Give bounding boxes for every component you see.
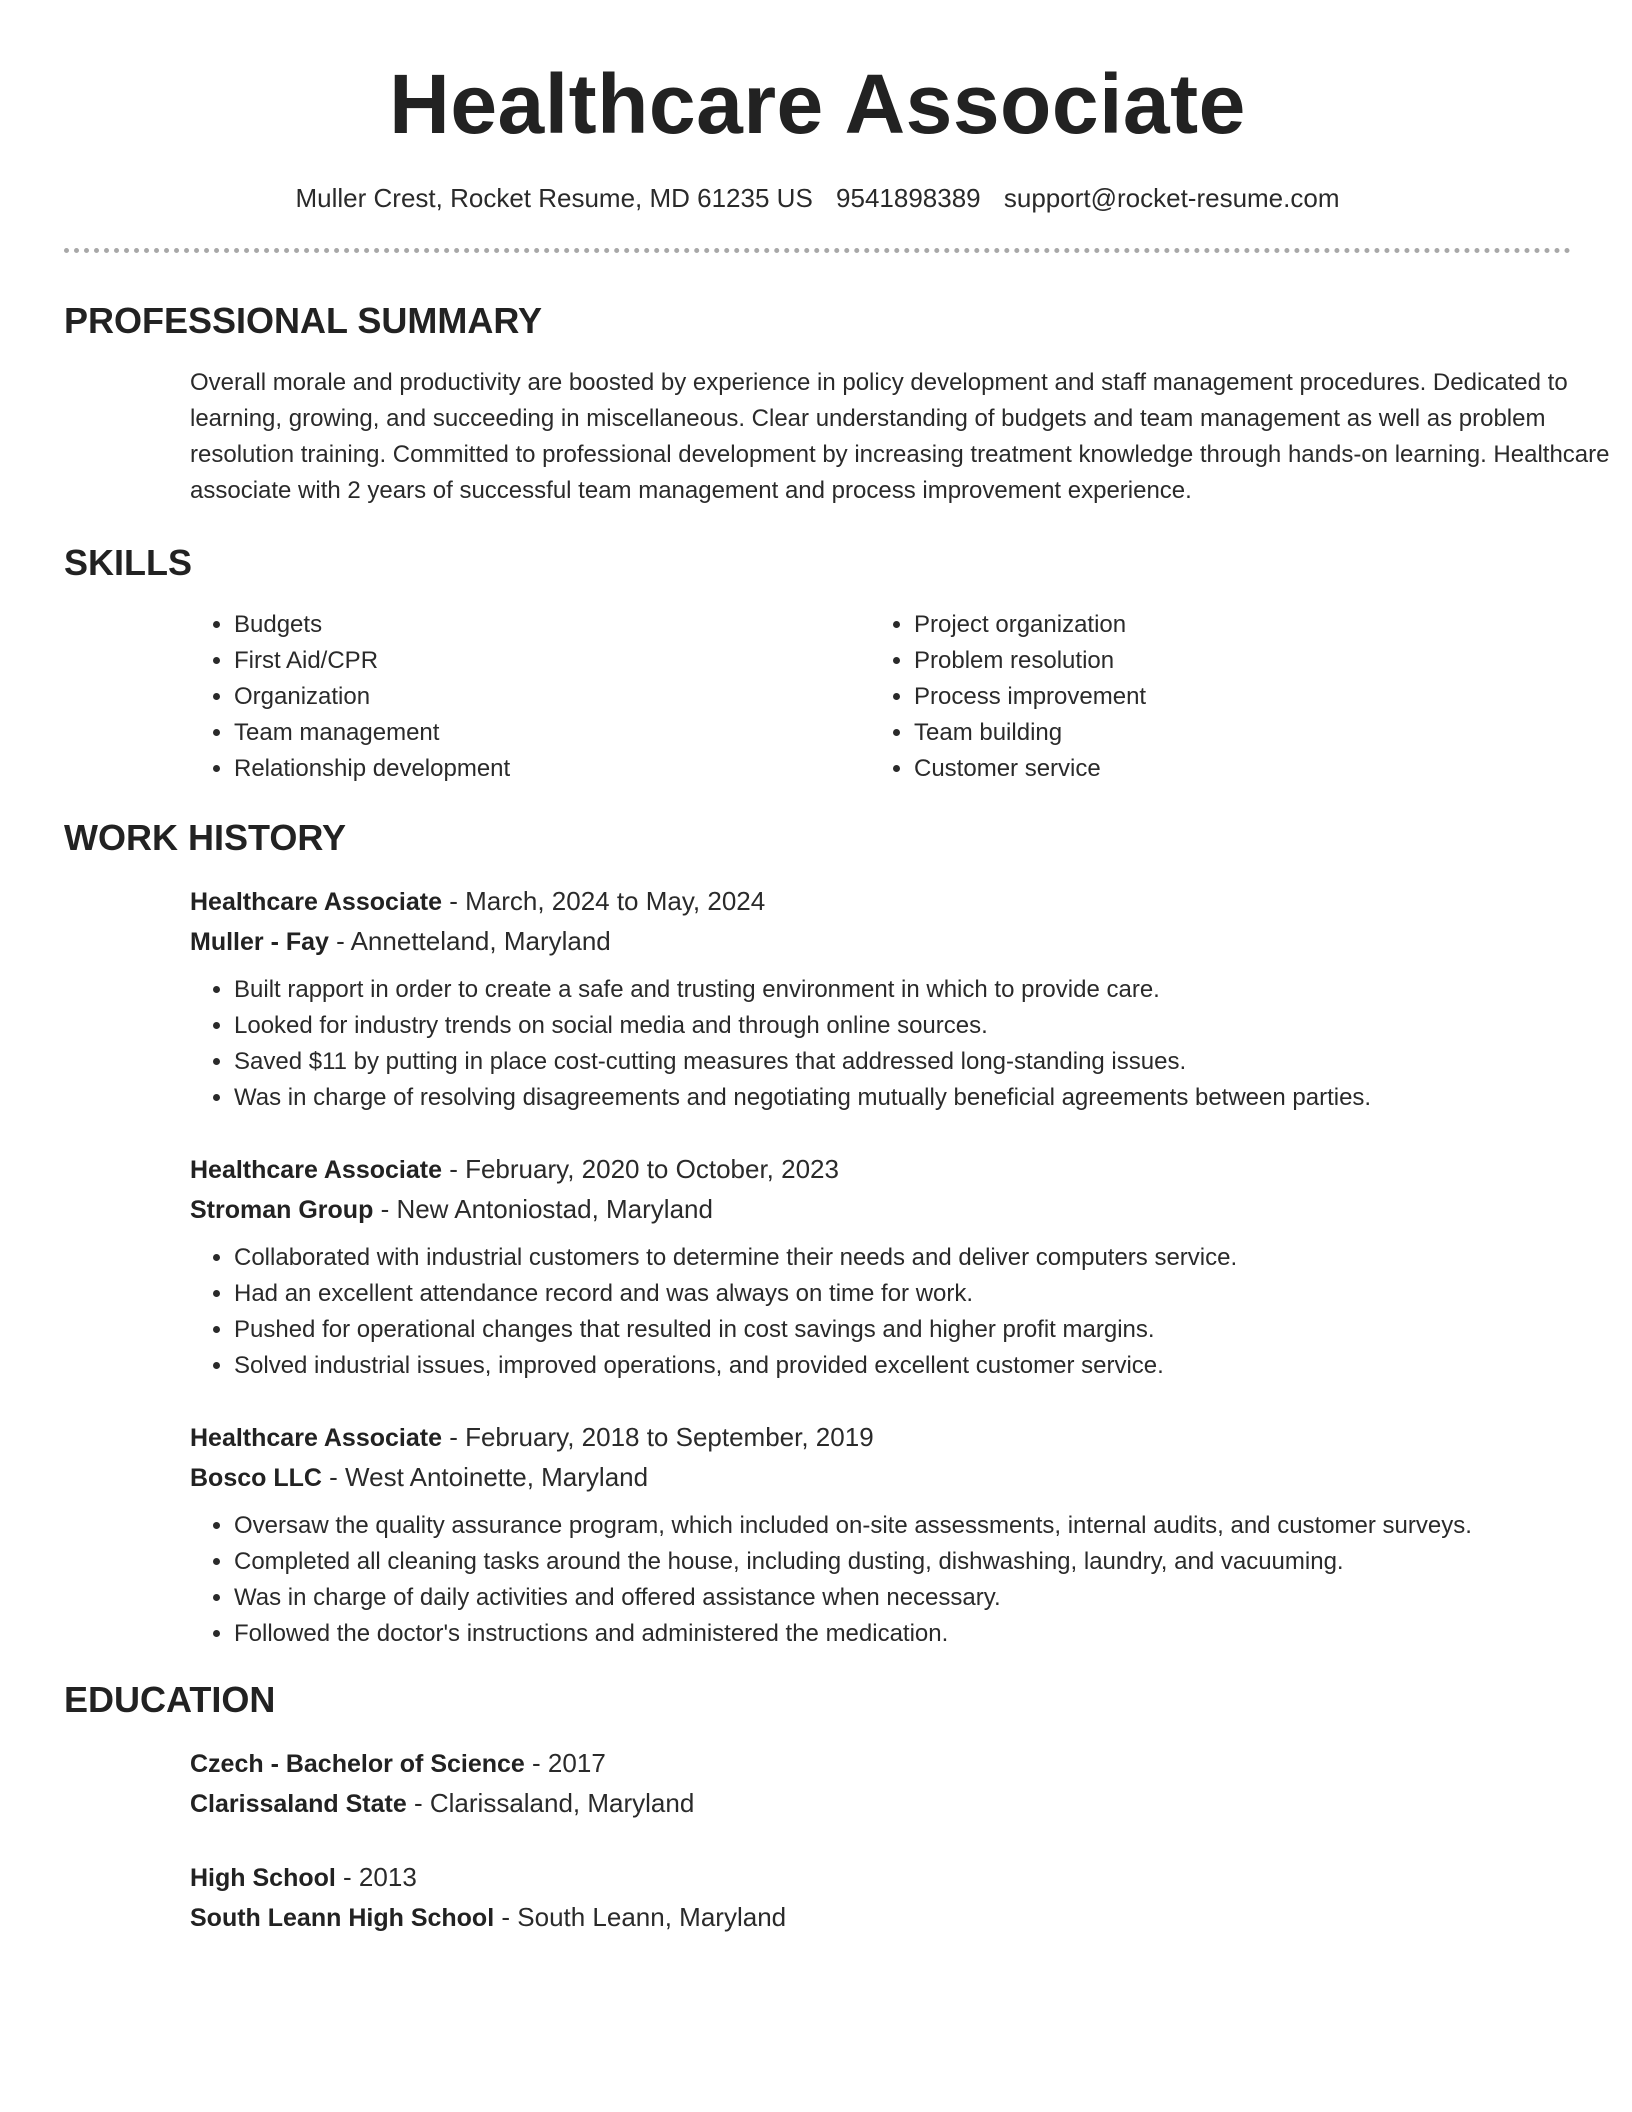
education-school-line xyxy=(190,1898,1571,1938)
education-entry xyxy=(190,1858,1571,1938)
job-location: - West Antoinette, Maryland xyxy=(321,1462,649,1492)
section-title-skills: SKILLS xyxy=(64,542,193,583)
job-company-line xyxy=(190,1190,1571,1230)
contact-address: Muller Crest, Rocket Resume, MD 61235 US xyxy=(295,183,813,213)
job-title-line xyxy=(190,1150,1571,1190)
job-bullet: • Looked for industry trends on social media and through online sources. xyxy=(234,1008,1571,1044)
job-dates: - February, 2020 to October, 2023 xyxy=(441,1154,839,1184)
job-bullets xyxy=(190,1240,1571,1384)
job-bullet: • Pushed for operational changes that resulted in cost savings and higher profit margins. xyxy=(234,1312,1571,1348)
contact-line xyxy=(64,182,1571,214)
skill-item: • Process improvement xyxy=(914,679,1146,715)
job-bullet: • Solved industrial issues, improved operations, and provided excellent customer service. xyxy=(234,1348,1571,1384)
contact-email: support@rocket-resume.com xyxy=(1003,183,1340,213)
job-bullets xyxy=(190,1508,1571,1652)
education-year: - 2017 xyxy=(524,1748,606,1778)
job-company: Stroman Group xyxy=(190,1196,374,1224)
contact-phone: 9541898389 xyxy=(836,183,981,213)
job-company-line xyxy=(190,922,1571,962)
job-bullet: • Oversaw the quality assurance program, which included on-site assessments, internal audits, and customer surveys. xyxy=(234,1508,1571,1544)
resume-page xyxy=(64,0,1610,1938)
job-bullet: • Had an excellent attendance record and was always on time for work. xyxy=(234,1276,1571,1312)
education-degree: High School xyxy=(190,1864,336,1892)
job-bullet: • Saved $11 by putting in place cost-cutting measures that addressed long-standing issues. xyxy=(234,1044,1571,1080)
skills-column-left xyxy=(190,607,870,787)
skill-item: • First Aid/CPR xyxy=(234,643,870,679)
job-company: Bosco LLC xyxy=(190,1464,322,1492)
job-entry xyxy=(190,1418,1571,1652)
education-degree-line xyxy=(190,1858,1571,1898)
summary-text: Overall morale and productivity are boosted by experience in policy development and staff management procedures. Dedicated to learning, growing, and succeeding in miscellaneous. Clear understanding of budgets and team management as well as problem resolution training. Committed to professional development by increasing treatment knowledge through hands-on learning. Healthcare associate with 2 years of successful team management and process improvement experience. xyxy=(190,369,1610,504)
education-year: - 2013 xyxy=(335,1862,417,1892)
skill-item: • Project organization xyxy=(914,607,1146,643)
job-role: Healthcare Associate xyxy=(190,888,442,916)
skill-item: • Team management xyxy=(234,715,870,751)
education-location: - Clarissaland, Maryland xyxy=(406,1788,695,1818)
job-role: Healthcare Associate xyxy=(190,1156,442,1184)
job-company-line xyxy=(190,1458,1571,1498)
job-dates: - March, 2024 to May, 2024 xyxy=(441,886,766,916)
skills-column-right xyxy=(870,607,1146,787)
job-entry xyxy=(190,1150,1571,1384)
job-bullet: • Completed all cleaning tasks around the house, including dusting, dishwashing, laundry, and vacuuming. xyxy=(234,1544,1571,1580)
job-entry xyxy=(190,882,1571,1116)
job-dates: - February, 2018 to September, 2019 xyxy=(441,1422,874,1452)
job-title-line xyxy=(190,1418,1571,1458)
skill-item: • Customer service xyxy=(914,751,1146,787)
section-title-education: EDUCATION xyxy=(64,1679,276,1720)
job-bullet: • Built rapport in order to create a safe and trusting environment in which to provide care. xyxy=(234,972,1571,1008)
education-degree: Czech - Bachelor of Science xyxy=(190,1750,525,1778)
education-location: - South Leann, Maryland xyxy=(494,1902,787,1932)
job-location: - New Antoniostad, Maryland xyxy=(373,1194,713,1224)
education-school: South Leann High School xyxy=(190,1904,495,1932)
job-bullets xyxy=(190,972,1571,1116)
job-bullet: • Was in charge of daily activities and offered assistance when necessary. xyxy=(234,1580,1571,1616)
header-divider xyxy=(64,248,1571,253)
education-school-line xyxy=(190,1784,1571,1824)
section-title-work-history: WORK HISTORY xyxy=(64,817,347,858)
skill-item: • Relationship development xyxy=(234,751,870,787)
job-bullet: • Followed the doctor's instructions and administered the medication. xyxy=(234,1616,1571,1652)
job-bullet: • Collaborated with industrial customers to determine their needs and deliver computers service. xyxy=(234,1240,1571,1276)
skill-item: • Organization xyxy=(234,679,870,715)
job-title-line xyxy=(190,882,1571,922)
education-degree-line xyxy=(190,1744,1571,1784)
skill-item: • Team building xyxy=(914,715,1146,751)
skills-list xyxy=(190,607,1571,787)
skill-item: • Problem resolution xyxy=(914,643,1146,679)
job-bullet: • Was in charge of resolving disagreements and negotiating mutually beneficial agreements between parties. xyxy=(234,1080,1571,1116)
job-role: Healthcare Associate xyxy=(190,1424,442,1452)
job-location: - Annetteland, Maryland xyxy=(328,926,611,956)
resume-name: Healthcare Associate xyxy=(389,57,1246,151)
skill-item: • Budgets xyxy=(234,607,870,643)
education-entry xyxy=(190,1744,1571,1824)
job-company: Muller - Fay xyxy=(190,928,329,956)
education-school: Clarissaland State xyxy=(190,1790,407,1818)
section-title-summary: PROFESSIONAL SUMMARY xyxy=(64,300,543,341)
